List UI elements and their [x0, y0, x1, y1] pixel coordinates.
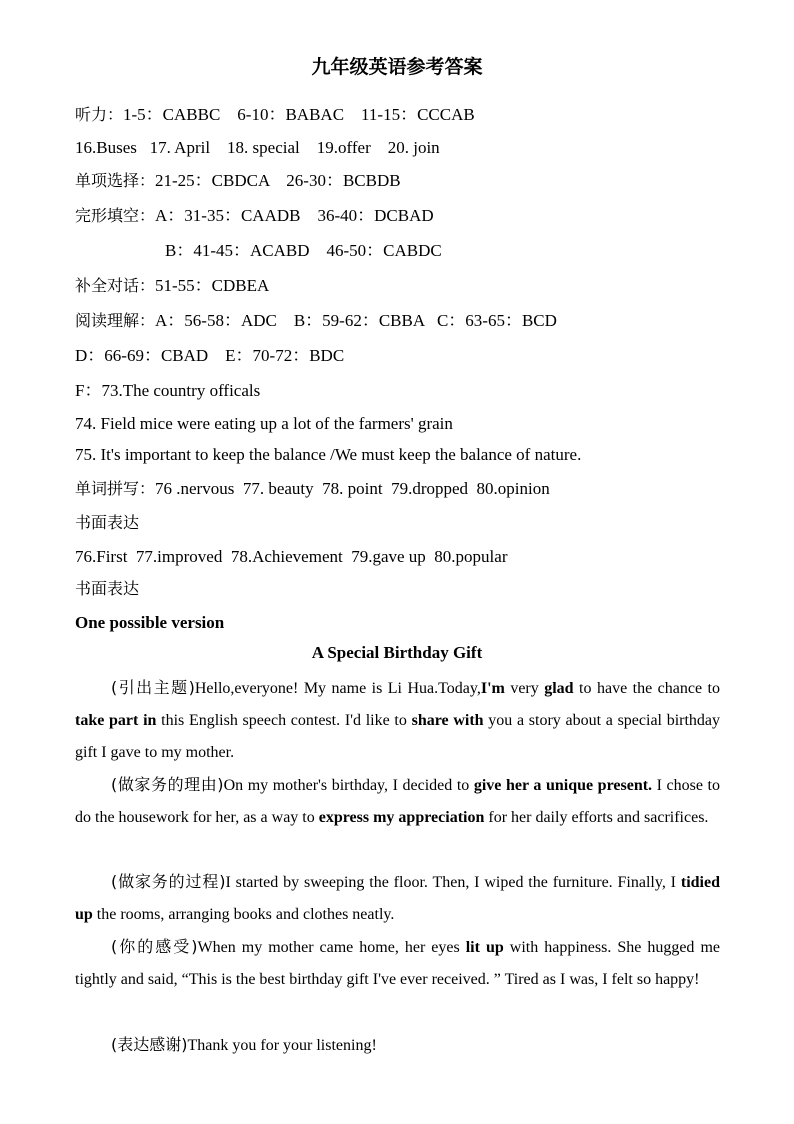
answer-text: F：73.The country officals: [75, 381, 261, 400]
paragraph-text: the rooms, arranging books and clothes neatly.: [92, 906, 395, 923]
answer-line: [75, 578, 139, 600]
essay-paragraph: [75, 931, 720, 996]
answer-line: [75, 478, 550, 500]
key-phrase: glad: [544, 680, 574, 697]
section-label: 阅读理解：: [75, 311, 156, 330]
paragraph-text: On my mother's birthday, I decided to: [223, 777, 474, 794]
paragraph-text: When my mother came home, her eyes: [197, 939, 466, 956]
answer-line: [75, 546, 507, 568]
answer-line: [75, 137, 440, 159]
key-phrase: share with: [411, 712, 484, 729]
paragraph-tag: (表达感谢): [111, 1035, 188, 1054]
paragraph-text: Hello,everyone! My name is Li Hua.Today,: [194, 680, 481, 697]
answer-text: 16.Buses 17. April 18. special 19.offer 20. join: [75, 138, 440, 157]
essay-paragraph: [75, 672, 720, 769]
answer-line: [75, 413, 453, 435]
answer-text: 75. It's important to keep the balance /We must keep the balance of nature.: [75, 445, 582, 464]
paragraph-text: for her daily efforts and sacrifices.: [484, 809, 709, 826]
answer-line: [75, 275, 269, 297]
paragraph-text: you a story about a special birthday gift I gave to my mother.: [75, 712, 721, 761]
answer-line: [75, 104, 475, 126]
answer-line: [75, 444, 581, 466]
paragraph-text: with happiness. She hugged me tightly and said, “This is the best birthday gift I've ever received. ” Tired as I was, I felt so happy!: [75, 939, 720, 988]
section-label: 补全对话：: [75, 276, 156, 295]
answer-text: 51-55：CDBEA: [155, 276, 270, 295]
paragraph-text: Thank you for your listening!: [187, 1037, 377, 1054]
key-phrase: express my appreciation: [318, 809, 485, 826]
essay-paragraph: [75, 1029, 720, 1062]
key-phrase: take part in: [75, 712, 157, 729]
answer-text: 21-25：CBDCA 26-30：BCBDB: [155, 171, 401, 190]
answer-text: 1-5：CABBC 6-10：BABAC 11-15：CCCAB: [123, 105, 475, 124]
key-phrase: lit up: [465, 939, 504, 956]
page-title: 九年级英语参考答案: [311, 57, 483, 78]
answer-line: [75, 380, 260, 402]
answer-text: A：31-35：CAADB 36-40：DCBAD: [155, 206, 434, 225]
answer-line: [75, 205, 434, 227]
paragraph-tag: (做家务的理由): [111, 775, 224, 794]
section-label: 单项选择：: [75, 171, 156, 190]
paragraph-text: to have the chance to: [573, 680, 720, 697]
paragraph-tag: (你的感受): [111, 937, 198, 956]
answer-line: [75, 170, 401, 192]
paragraph-tag: (做家务的过程): [111, 872, 226, 891]
section-label: 书面表达: [75, 579, 140, 598]
key-phrase: give her a unique present.: [473, 777, 653, 794]
answer-line: [75, 512, 139, 534]
essay-paragraph: [75, 866, 720, 931]
answer-line: [165, 240, 442, 262]
answer-line: [75, 310, 557, 332]
paragraph-text: I started by sweeping the floor. Then, I wiped the furniture. Finally, I: [225, 874, 681, 891]
essay-paragraph: [75, 769, 720, 834]
answer-line: [75, 345, 344, 367]
paragraph-text: I chose to do the housework for her, as a way to: [75, 777, 721, 826]
answer-text: A：56-58：ADC B：59-62：CBBA C：63-65：BCD: [155, 311, 557, 330]
version-label: One possible version: [75, 613, 225, 632]
essay-title: A Special Birthday Gift: [311, 643, 483, 662]
answer-text: 74. Field mice were eating up a lot of the farmers' grain: [75, 414, 453, 433]
answer-text: 76.First 77.improved 78.Achievement 79.gave up 80.popular: [75, 547, 508, 566]
section-label: 完形填空：: [75, 206, 156, 225]
key-phrase: tidied up: [75, 874, 720, 923]
answer-text: 76 .nervous 77. beauty 78. point 79.dropped 80.opinion: [155, 479, 550, 498]
section-label: 听力：: [75, 105, 124, 124]
paragraph-text: very: [504, 680, 545, 697]
key-phrase: I'm: [480, 680, 505, 697]
section-label: 单词拼写：: [75, 479, 156, 498]
paragraph-text: this English speech contest. I'd like to: [156, 712, 412, 729]
paragraph-tag: (引出主题): [111, 678, 195, 697]
section-label: 书面表达: [75, 513, 140, 532]
answer-text: B：41-45：ACABD 46-50：CABDC: [165, 241, 442, 260]
answer-text: D：66-69：CBAD E：70-72：BDC: [75, 346, 345, 365]
